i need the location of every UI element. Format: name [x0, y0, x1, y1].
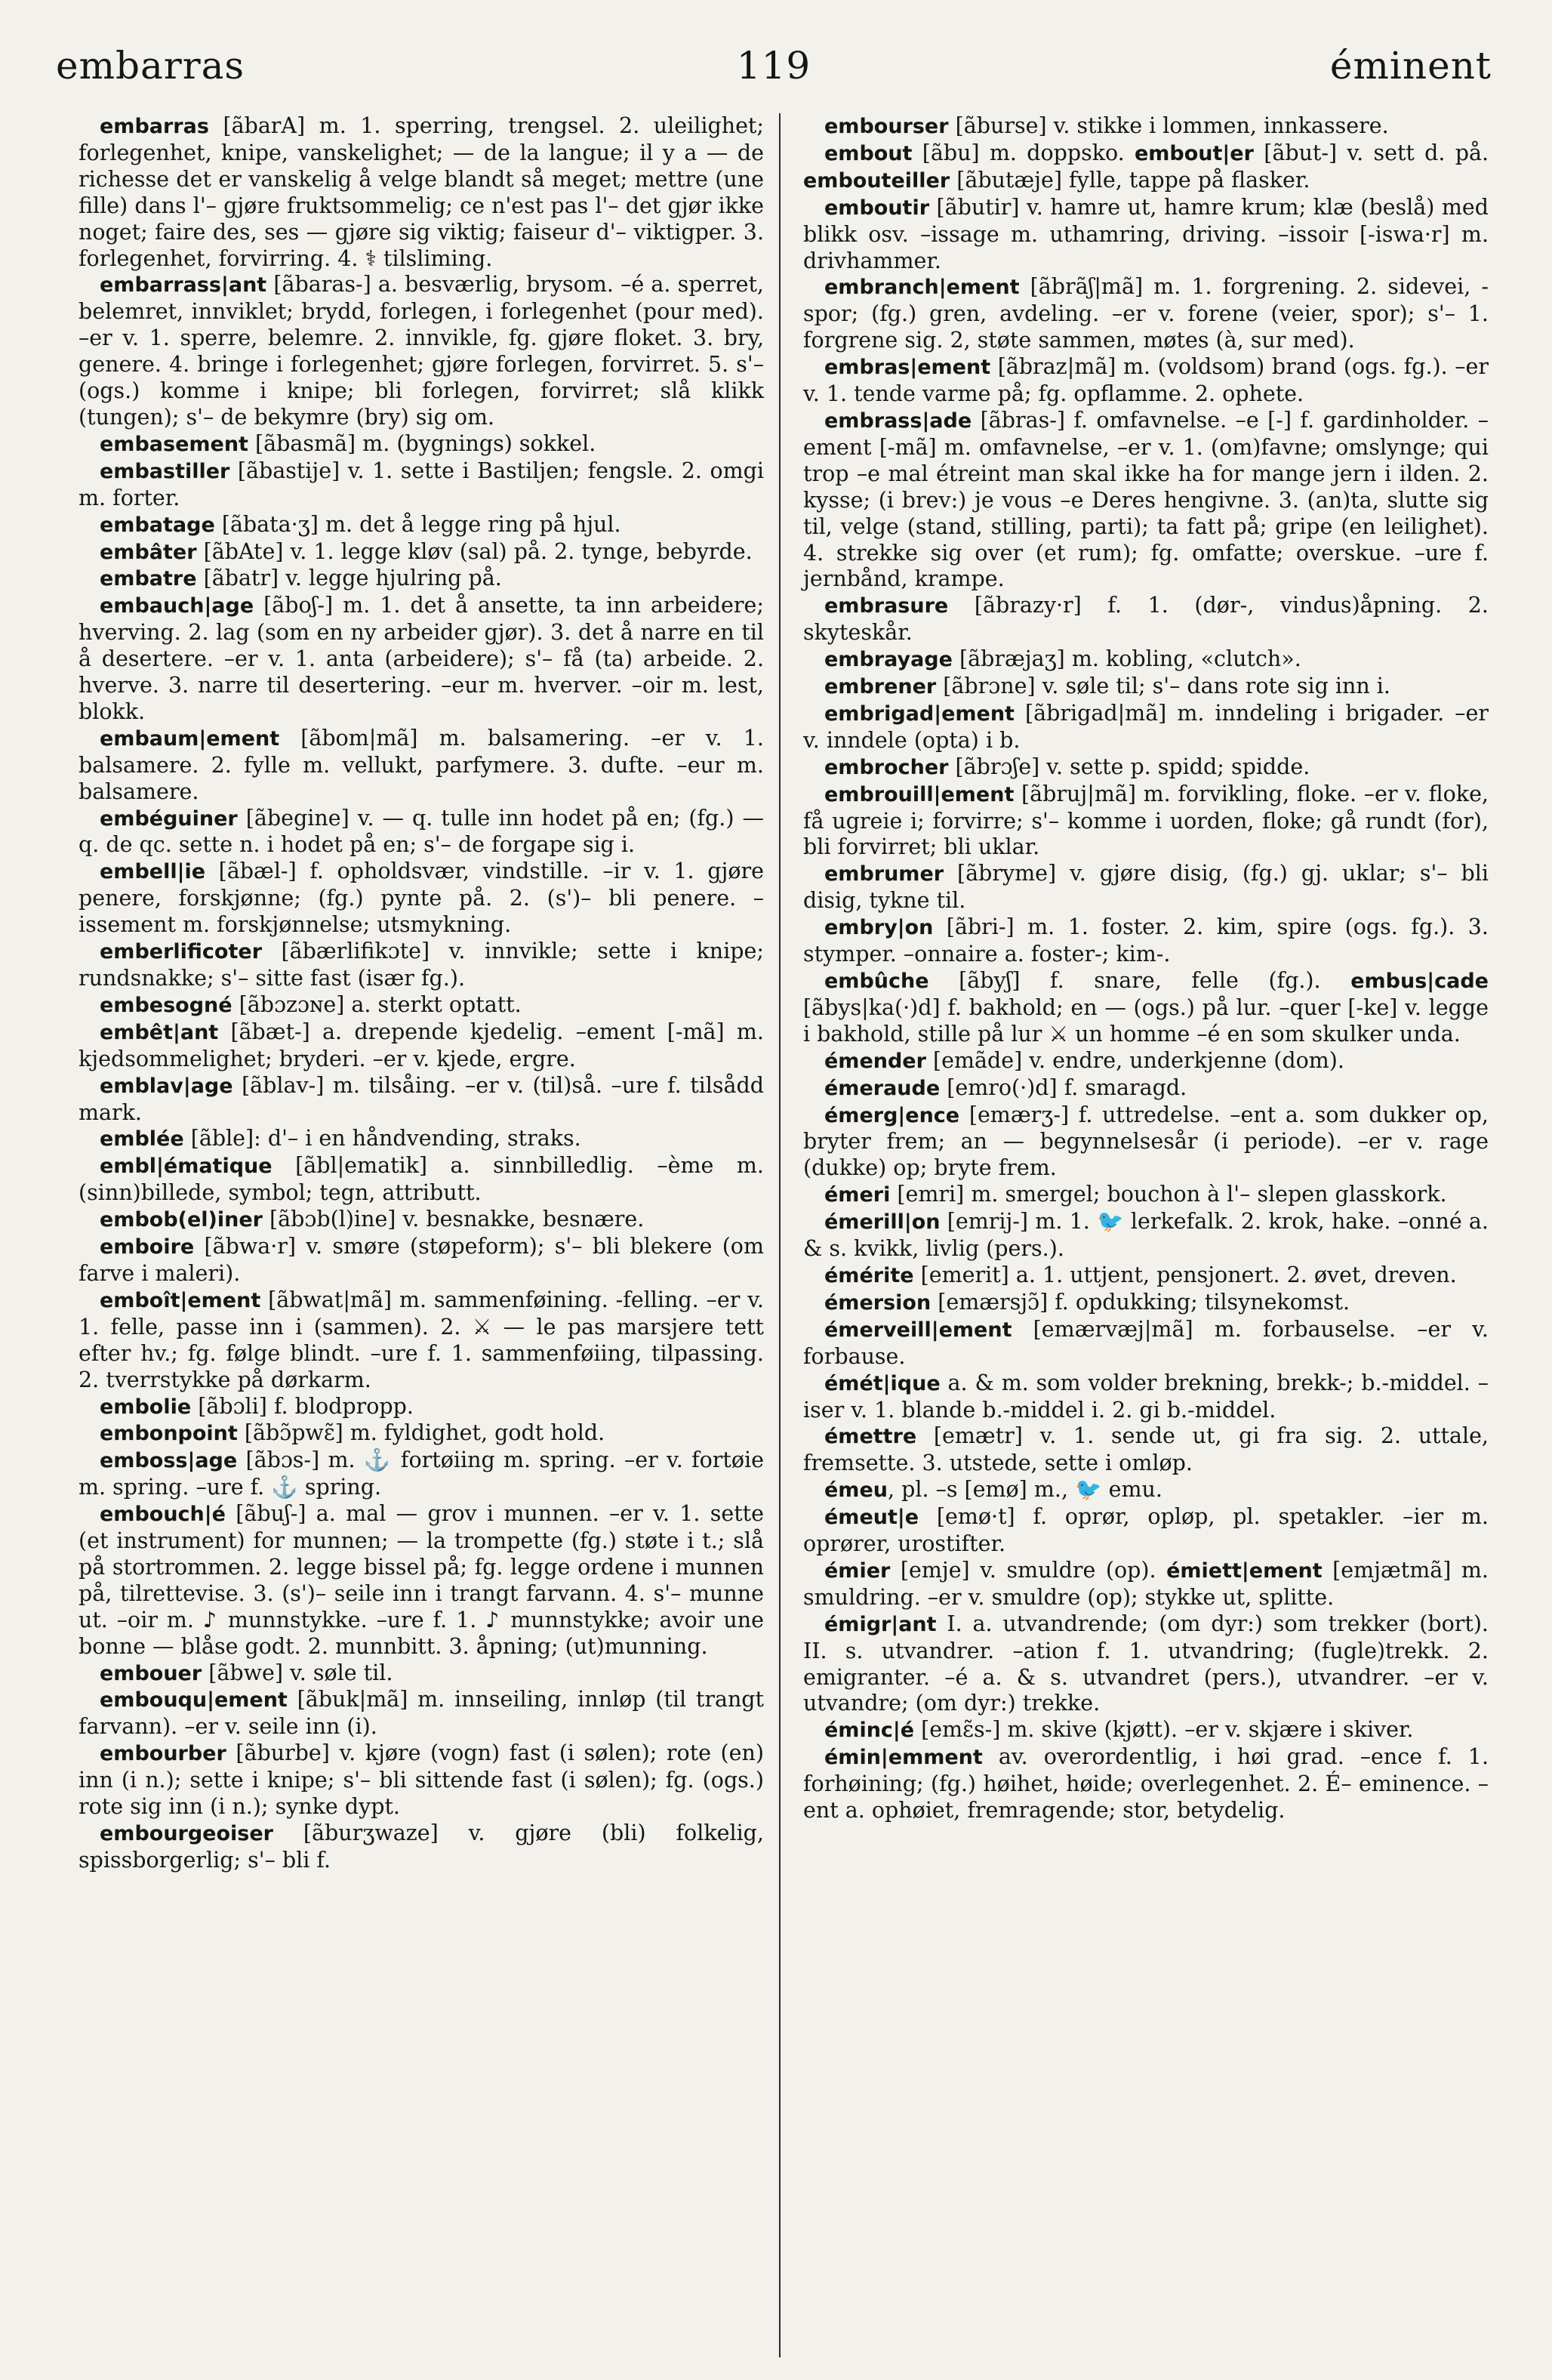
headword: embl|ématique [100, 1155, 273, 1179]
headword: embauch|age [100, 594, 254, 618]
definition-text: [emætr] v. 1. sende ut, gi fra sig. 2. uttale, fremsette. 3. utstede, sette i omløp. [803, 1423, 1489, 1476]
headword: emboss|age [100, 1449, 238, 1473]
dictionary-entry [803, 1423, 1489, 1477]
definition-text: [ãbatr] v. legge hjulring på. [196, 566, 502, 591]
headword: embouch|é [100, 1503, 226, 1527]
definition-text: [ãble]: d'– i en håndvending, straks. [183, 1126, 581, 1151]
dictionary-entry [79, 1394, 764, 1421]
headword: emboire [100, 1235, 195, 1259]
definition-text: [ãbruj|mã] m. forvikling, floke. –er v. floke, få ugreie i; forvirre; s'– komme i uorden, floke; gå rundt (for), bli forvirret; bli uklar. [803, 781, 1489, 860]
headword: embrocher [824, 755, 949, 779]
definition-text: [emærsjɔ̃] f. opdukking; tilsynekomst. [931, 1289, 1350, 1315]
headword: embaum|ement [100, 726, 280, 751]
definition-text: [ãbrigad|mã] m. inndeling i brigader. –er v. inndele (opta) i b. [803, 700, 1489, 753]
definition-text: [ãbɔb(l)ine] v. besnakke, besnære. [263, 1207, 645, 1232]
definition-text: [ãbɔ̃pwɛ̃] m. fyldighet, godt hold. [237, 1420, 605, 1446]
headword: émersion [824, 1290, 932, 1315]
definition-text: [emerit] a. 1. uttjent, pensjonert. 2. øvet, dreven. [913, 1262, 1457, 1287]
definition-text: [ãbrɔne] v. søle til; s'– dans rote sig inn i. [936, 674, 1390, 699]
dictionary-entry [79, 566, 764, 593]
dictionary-entry [803, 1717, 1489, 1744]
dictionary-entry [79, 1660, 764, 1688]
dictionary-entry [803, 968, 1489, 1048]
right-column [803, 113, 1489, 1824]
dictionary-entry [803, 1477, 1489, 1504]
definition-text: [ãbaras-] a. besværlig, brysom. –é a. sperret, belemret, innviklet; brydd, forlegen, i forlegenhet (pour med). –er v. 1. sperre, belemre. 2. innvikle, fg. gjøre floket. 3. bry, genere. 4. bringe i forlegenhet; gjøre forlegen, forvirret. 5. s'– (ogs.) komme i knipe; bli forlegen, forvirret; slå klikk (tungen); s'– de bekymre (bry) sig om. [79, 272, 764, 430]
dictionary-entry [79, 939, 764, 992]
headword: embêt|ant [100, 1020, 219, 1044]
headword: emblav|age [100, 1074, 233, 1098]
definition-text: [ãbuʃ-] a. mal — grov i munnen. –er v. 1. sette (et instrument) for munnen; — la trompette (fg.) støte i t.; slå på stortrommen. 2. legge bissel på; fg. legge ordene i munnen på, tilrettevise. 3. (s')– seile inn i trangt farvann. 4. s'– munne ut. –oir m. ♪ munnstykke. –ure f. 1. ♪ munnstykke; avoir une bonne — blåse godt. 2. munnbitt. 3. åpning; (ut)munning. [79, 1501, 764, 1659]
definition-text: [ãbom|mã] m. balsamering. –er v. 1. balsamere. 2. fylle m. vellukt, parfymere. 3. dufte. –eur m. balsamere. [79, 725, 764, 804]
headword: émigr|ant [824, 1612, 937, 1636]
headword: emboît|ement [100, 1288, 261, 1312]
headword: embry|on [824, 916, 934, 940]
dictionary-entry [803, 1558, 1489, 1611]
dictionary-entry [803, 408, 1489, 593]
headword: embâter [100, 540, 197, 564]
dictionary-entry [803, 1102, 1489, 1182]
dictionary-entry [79, 1447, 764, 1501]
dictionary-entry [79, 1019, 764, 1073]
definition-text: [ãbut-] v. sett d. på. [1253, 140, 1489, 165]
definition-text: [ãbæl-] f. opholdsvær, vindstille. –ir v. 1. gjøre penere, forskjønne; (fg.) pynte på. 2. (s')– bli penere. –issement m. forskjønnelse; utsmykning. [79, 859, 764, 938]
dictionary-entry [79, 1234, 764, 1287]
headword: émerill|on [824, 1210, 941, 1235]
definition-text: [ãbræjaʒ] m. kobling, «clutch». [952, 646, 1301, 672]
headword: embûche [824, 970, 929, 993]
definition-text: [emri] m. smergel; bouchon à l'– slepen glasskork. [890, 1182, 1447, 1207]
dictionary-entry [79, 726, 764, 806]
definition-text: [emø·t] f. oprør, opløp, pl. spetakler. –ier m. oprører, urostifter. [803, 1504, 1489, 1557]
definition-text: [emãde] v. endre, underkjenne (dom). [925, 1047, 1344, 1073]
headword: embout|er [1134, 141, 1254, 165]
headword: émeri [824, 1183, 891, 1207]
dictionary-entry [803, 701, 1489, 754]
headword: embrass|ade [824, 408, 972, 433]
definition-text: [ãbuk|mã] m. innseiling, innløp (til trangt farvann). –er v. seile inn (i). [79, 1687, 764, 1740]
dictionary-entry [803, 674, 1489, 701]
headword: embéguiner [100, 806, 238, 831]
headword: emboutir [824, 196, 930, 220]
definition-text: [ãburbe] v. kjøre (vogn) fast (i sølen); rote (en) inn (i n.); sette i knipe; s'– bli sittende fast (i sølen); fg. (ogs.) rote sig inn (i n.); synke dypt. [79, 1740, 764, 1820]
headword: embesogné [100, 993, 232, 1017]
page-number: 119 [736, 44, 811, 88]
definition-text: [emro(·)d] f. smaragd. [940, 1074, 1187, 1100]
definition-text: [ãbys|ka(·)d] f. bakhold; en — (ogs.) på lur. –quer [-ke] v. legge i bakhold, stille på lur ⚔ un homme –é en som skulker unda. [803, 994, 1489, 1047]
definition-text: [ãbwe] v. søle til. [202, 1660, 393, 1685]
dictionary-entry [79, 859, 764, 939]
dictionary-entry [79, 1687, 764, 1740]
headword: émeut|e [824, 1506, 919, 1530]
definition-text: av. overordentlig, i høi grad. –ence f. 1. forhøining; (fg.) høihet, høide; overlegenhet. 2. É– eminence. –ent a. ophøiet, fremragende; stor, betydelig. [803, 1744, 1489, 1824]
dictionary-entry [803, 1075, 1489, 1102]
definition-text: , pl. –s [emø] m., 🐦 emu. [887, 1477, 1162, 1503]
definition-text: [ãbɔli] f. blodpropp. [191, 1393, 414, 1419]
headword: embarrass|ant [100, 273, 267, 298]
headword: émét|ique [824, 1371, 941, 1395]
dictionary-entry [803, 140, 1489, 195]
dictionary-entry [79, 1820, 764, 1874]
headword: embastiller [100, 459, 230, 483]
headword: emblée [100, 1127, 184, 1151]
headword: embatre [100, 567, 197, 591]
headword: émender [824, 1049, 926, 1073]
headword: embasement [100, 432, 248, 456]
definition-text: a. & m. som volder brekning, brekk-; b.-middel. –iser v. 1. blande b.-middel i. 2. gi b.-middel. [803, 1370, 1489, 1423]
headword: embrasure [824, 594, 949, 618]
definition-text: [ãboʃ-] m. 1. det å ansette, ta inn arbeidere; hverving. 2. lag (som en ny arbeider gjør). 3. det å narre en til å desertere. –er v. 1. anta (arbeidere); s'– få (ta) arbeide. 2. hverve. 3. narre til desertering. –eur m. hverver. –oir m. lest, blokk. [79, 593, 764, 724]
definition-text: [ãbegine] v. — q. tulle inn hodet på en; (fg.) — q. de qc. sette n. i hodet på en; s'– de forgape sig i. [79, 805, 764, 858]
definition-text: [ãbutir] v. hamre ut, hamre krum; klæ (beslå) med blikk osv. –issage m. uthamring, driving. –issoir [-iswa·r] m. drivhammer. [803, 194, 1489, 273]
dictionary-entry [803, 1611, 1489, 1718]
dictionary-entry [803, 1290, 1489, 1317]
definition-text: [ãbras-] f. omfavnelse. –e [-] f. gardinholder. –ement [-mã] m. omfavnelse, –er v. 1. (om)favne; omslynge; qui trop –e mal étreint man skal ikke ha for mange jern i ilden. 2. kysse; (i brev:) je vous –e Deres hengivne. 3. (an)ta, slutte sig til, velge (stand, stilling, parti); ta fatt på; gripe (en leilighet). 4. strekke sig over (et rum); fg. omfatte; overskue. –ure f. jernbånd, krampe. [803, 407, 1489, 592]
definition-text: [ãbraz|mã] m. (voldsom) brand (ogs. fg.). –er v. 1. tende varme på; fg. opflamme. 2. ophete. [803, 354, 1489, 407]
headword: émérite [824, 1263, 914, 1287]
dictionary-entry [79, 1287, 764, 1394]
dictionary-entry [803, 861, 1489, 914]
headword: embell|ie [100, 860, 206, 884]
headword: émerveill|ement [824, 1318, 1012, 1342]
definition-text: [ãbu] m. doppsko. [912, 140, 1135, 165]
headword: embrigad|ement [824, 701, 1015, 726]
definition-text: [emærvæj|mã] m. forbauselse. –er v. forbause. [803, 1316, 1489, 1369]
definition-text: [ãbwa·r] v. smøre (støpeform); s'– bli blekere (om farve i maleri). [79, 1234, 764, 1286]
headword: embrener [824, 675, 937, 699]
headword: émettre [824, 1425, 917, 1449]
definition-text: [ãbrɔʃe] v. sette p. spidd; spidde. [948, 754, 1310, 779]
headword: embrayage [824, 648, 953, 672]
dictionary-entry [803, 1262, 1489, 1290]
definition-text: [emje] v. smuldre (op). [890, 1557, 1167, 1583]
definition-text: [emærʒ-] f. uttredelse. –ent a. som dukker op, bryter frem; an — begynnelsesår (i periode). –er v. rage (dukke) op; bryte frem. [803, 1102, 1489, 1181]
dictionary-entry [79, 992, 764, 1019]
dictionary-entry [79, 1740, 764, 1820]
dictionary-entry [803, 1370, 1489, 1424]
headword: embarras [100, 115, 209, 138]
headword: embouer [100, 1661, 202, 1685]
definition-text: [ãbri-] m. 1. foster. 2. kim, spire (ogs. fg.). 3. stymper. –onnaire a. foster-; kim-. [803, 914, 1489, 967]
dictionary-entry [79, 1153, 764, 1207]
headword: embourser [824, 115, 949, 138]
dictionary-entry [803, 1317, 1489, 1370]
dictionary-entry [803, 1744, 1489, 1824]
page-header [56, 44, 1492, 97]
dictionary-entry [79, 1073, 764, 1127]
dictionary-entry [79, 1501, 764, 1660]
dictionary-entry [79, 539, 764, 566]
headword: émeraude [824, 1076, 941, 1100]
definition-text: [ãbarA] m. 1. sperring, trengsel. 2. uleilighet; forlegenhet, knipe, vanskelighet; — de la langue; il y a — de richesse det er vanskelig å velge blandt så meget; mettre (une fille) dans l'– gjøre fruktsommelig; ce n'est pas l'– det gjør ikke noget; faire des, ses — gjøre sig viktig; faiseur d'– viktigper. 3. forlegenhet, forvirring. 4. ⚕ tilsliming. [79, 113, 764, 271]
dictionary-entry [803, 914, 1489, 968]
dictionary-entry [79, 512, 764, 539]
headword: émerg|ence [824, 1103, 960, 1127]
definition-text: [ãbata·ʒ] m. det å legge ring på hjul. [214, 511, 621, 537]
definition-text: [ãburʒwaze] v. gjøre (bli) folkelig, spissborgerlig; s'– bli f. [79, 1820, 764, 1873]
definition-text: [ãbrãʃ|mã] m. 1. forgrening. 2. sidevei, -spor; (fg.) gren, avdeling. –er v. forene (veier, spor); s'– 1. forgrene sig. 2, støte sammen, møtes (à, sur med). [803, 274, 1489, 353]
headword: embolie [100, 1395, 192, 1419]
headword: embonpoint [100, 1422, 238, 1446]
definition-text: I. a. utvandrende; (om dyr:) som trekker (bort). II. s. utvandrer. –ation f. 1. utvandring; (fugle)trekk. 2. emigranter. –é a. & s. utvandret (pers.), utvandrer. –er v. utvandre; (om dyr:) trekke. [803, 1611, 1489, 1716]
headword: embras|ement [824, 356, 991, 380]
headword: embus|cade [1350, 970, 1489, 993]
headword: embatage [100, 513, 215, 537]
dictionary-entry [79, 458, 764, 512]
definition-text: [ãbyʃ] f. snare, felle (fg.). [928, 968, 1351, 993]
dictionary-entry [803, 1209, 1489, 1262]
definition-text: [ãbAte] v. 1. legge kløv (sal) på. 2. tynge, bebyrde. [196, 538, 753, 564]
dictionary-entry [79, 431, 764, 458]
headword: embrumer [824, 862, 944, 886]
dictionary-entry [79, 593, 764, 726]
headword: émin|emment [824, 1746, 983, 1770]
dictionary-entry [79, 272, 764, 430]
definition-text: [ãblav-] m. tilsåing. –er v. (til)så. –ure f. tilsådd mark. [79, 1072, 764, 1125]
left-column [79, 113, 764, 1874]
headword: embourber [100, 1742, 226, 1766]
definition-text: [ãbwat|mã] m. sammenføining. -felling. –er v. 1. felle, passe inn i (sammen). 2. ⚔ — le pas marsjere tett efter hv.; fg. følge blindt. –ure f. 1. sammenføiing, tilpassing. 2. tverrstykke på dørkarm. [79, 1287, 764, 1392]
headword: embranch|ement [824, 276, 1020, 300]
headword: embouqu|ement [100, 1688, 288, 1713]
dictionary-entry [803, 1048, 1489, 1075]
definition-text: [ãbryme] v. gjøre disig, (fg.) gj. uklar; s'– bli disig, tykne til. [803, 861, 1489, 914]
headword: émiett|ement [1166, 1558, 1323, 1583]
definition-text: [ãbærlifikɔte] v. innvikle; sette i knipe; rundsnakke; s'– sitte fast (især fg.). [79, 939, 764, 991]
headword: embourgeoiser [100, 1822, 274, 1845]
dictionary-entry [803, 274, 1489, 354]
headword: embrouill|ement [824, 782, 1015, 806]
definition-text: [emjætmã] m. smuldring. –er v. smuldre (op); stykke ut, splitte. [803, 1557, 1489, 1610]
running-head-left: embarras [56, 44, 245, 88]
dictionary-entry [79, 1420, 764, 1447]
dictionary-entry [79, 1126, 764, 1153]
definition-text: [ãbasmã] m. (bygnings) sokkel. [248, 430, 596, 456]
dictionary-entry [803, 113, 1489, 140]
definition-text: [emɛ̃s-] m. skive (kjøtt). –er v. skjære i skiver. [914, 1717, 1414, 1743]
dictionary-entry [803, 593, 1489, 646]
definition-text: [ãbastije] v. 1. sette i Bastiljen; fengsle. 2. omgi m. forter. [79, 458, 764, 510]
headword: embob(el)iner [100, 1208, 263, 1232]
headword: emberlificoter [100, 940, 263, 964]
running-head-right: éminent [1329, 44, 1492, 88]
dictionary-entry [803, 646, 1489, 674]
column-divider [779, 113, 781, 2357]
definition-text: [ãbrazy·r] f. 1. (dør-, vindus)åpning. 2. skyteskår. [803, 593, 1489, 646]
headword: émeu [824, 1478, 888, 1503]
definition-text: [ãbɔzɔɴe] a. sterkt optatt. [232, 991, 522, 1017]
definition-text: [ãbutæje] fylle, tappe på flasker. [950, 167, 1310, 193]
headword: éminc|é [824, 1719, 915, 1743]
definition-text: [ãbl|ematik] a. sinnbilledlig. –ème m. (sinn)billede, symbol; tegn, attributt. [79, 1153, 764, 1206]
headword: embout [824, 141, 913, 165]
definition-text: [ãbæt-] a. drepende kjedelig. –ement [-mã] m. kjedsommelighet; bryderi. –er v. kjede, ergre. [79, 1019, 764, 1071]
definition-text: [emrij-] m. 1. 🐦 lerkefalk. 2. krok, hake. –onné a. & s. kvikk, livlig (pers.). [803, 1209, 1489, 1262]
dictionary-entry [803, 354, 1489, 408]
dictionary-entry [803, 195, 1489, 275]
definition-text: [ãbɔs-] m. ⚓ fortøiing m. spring. –er v. fortøie m. spring. –ure f. ⚓ spring. [79, 1447, 764, 1500]
dictionary-entry [79, 113, 764, 272]
dictionary-entry [79, 806, 764, 859]
dictionary-entry [803, 754, 1489, 782]
dictionary-entry [803, 1182, 1489, 1209]
headword: émier [824, 1558, 891, 1583]
dictionary-entry [803, 782, 1489, 862]
definition-text: [ãburse] v. stikke i lommen, innkassere. [948, 113, 1389, 138]
dictionary-entry [79, 1207, 764, 1234]
headword: embouteiller [803, 168, 950, 193]
dictionary-entry [803, 1504, 1489, 1558]
